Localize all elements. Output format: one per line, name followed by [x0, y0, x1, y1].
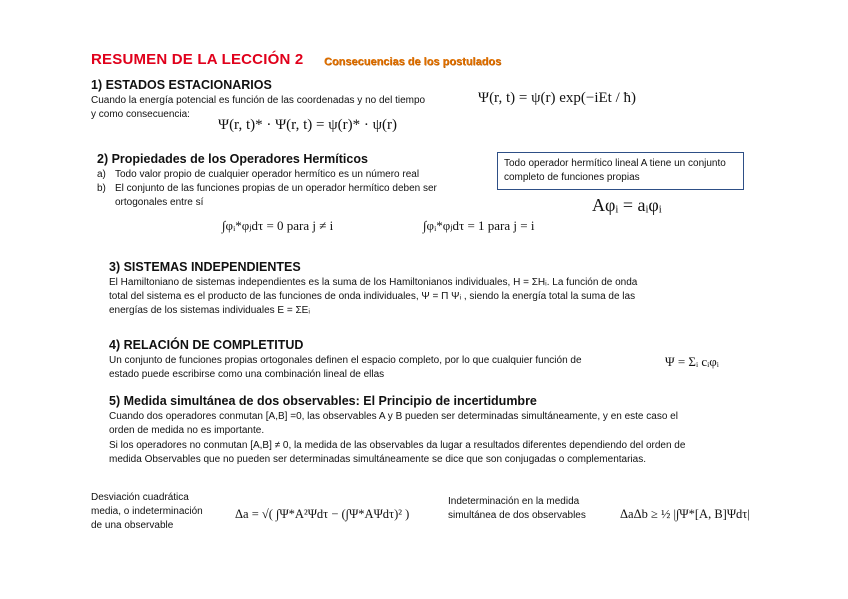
section3-line1: El Hamiltoniano de sistemas independientes es la suma de los Hamiltonianos individuales, H = ΣHᵢ. La función de onda [109, 277, 638, 288]
section3-line3: energías de los sistemas individuales E = ΣEᵢ [109, 305, 310, 316]
formula-wavefunction: Ψ(r, t) = ψ(r) exp(−iEt / ħ) [478, 90, 636, 106]
section4-line1: Un conjunto de funciones propias ortogonales definen el espacio completo, por lo que cualquier función de [109, 355, 582, 366]
deviation-label-line1: Desviación cuadrática [91, 492, 189, 503]
deviation-label-line3: de una observable [91, 520, 174, 531]
indeterminacy-label [448, 495, 586, 523]
indeterminacy-label-line2: simultánea de dos observables [448, 510, 586, 521]
section4-heading: 4) RELACIÓN DE COMPLETITUD [109, 338, 304, 352]
list-item [97, 182, 462, 210]
section5-line3: Si los operadores no conmutan [A,B] ≠ 0, la medida de las observables da lugar a resultados diferentes dependiendo del orden de [109, 440, 686, 451]
hermitian-note-box [497, 152, 744, 190]
formula-orthogonality: ∫φᵢ*φⱼdτ = 0 para j ≠ i [222, 218, 334, 233]
formula-normalization: ∫φᵢ*φⱼdτ = 1 para j = i [423, 218, 535, 233]
section3-heading: 3) SISTEMAS INDEPENDIENTES [109, 260, 301, 274]
section5-line4: medida Observables que no pueden ser determinadas simultáneamente se dice que son conjugadas o complementarias. [109, 454, 646, 465]
section1-line1: Cuando la energía potencial es función de las coordenadas y no del tiempo [91, 95, 426, 106]
hermitian-note-text: Todo operador hermítico lineal A tiene un conjunto completo de funciones propias [504, 158, 726, 183]
deviation-label-line2: media, o indeterminación [91, 506, 203, 517]
formula-uncertainty-principle: ΔaΔb ≥ ½ |∫Ψ*[A, B]Ψdτ| [620, 507, 750, 521]
formula-completeness: Ψ = Σᵢ cᵢφᵢ [665, 354, 719, 369]
list-item-label: b) [97, 183, 106, 194]
list-item-text: Todo valor propio de cualquier operador hermítico es un número real [115, 169, 420, 180]
hermitian-properties-list [97, 168, 462, 210]
list-item-text: El conjunto de las funciones propias de un operador hermítico deben ser ortogonales entre sí [115, 183, 437, 208]
section4-line2: estado puede escribirse como una combinación lineal de ellas [109, 369, 385, 380]
page-subtitle: Consecuencias de los postulados [324, 56, 502, 68]
indeterminacy-label-line1: Indeterminación en la medida [448, 496, 580, 507]
formula-standard-deviation: Δa = √( ∫Ψ*A²Ψdτ − (∫Ψ*AΨdτ)² ) [235, 507, 410, 521]
list-item-label: a) [97, 169, 106, 180]
deviation-label [91, 491, 203, 533]
section3-line2: total del sistema es el producto de las funciones de onda individuales, Ψ = Π Ψᵢ , siendo la energía total la suma de las [109, 291, 636, 302]
section2-heading: 2) Propiedades de los Operadores Hermíticos [97, 152, 368, 166]
formula-probability-density: Ψ(r, t)* · Ψ(r, t) = ψ(r)* · ψ(r) [218, 117, 397, 133]
section1-heading: 1) ESTADOS ESTACIONARIOS [91, 78, 272, 92]
section5-line1: Cuando dos operadores conmutan [A,B] =0, las observables A y B pueden ser determinadas simultáneamente, y en este caso el [109, 411, 678, 422]
section5-heading: 5) Medida simultánea de dos observables: El Principio de incertidumbre [109, 394, 537, 408]
list-item [97, 168, 462, 182]
section5-line2: orden de medida no es importante. [109, 425, 265, 436]
page-title: RESUMEN DE LA LECCIÓN 2 [91, 51, 304, 68]
section1-line2: y como consecuencia: [91, 109, 190, 120]
formula-eigenvalue: Aφᵢ = aᵢφᵢ [592, 195, 662, 215]
